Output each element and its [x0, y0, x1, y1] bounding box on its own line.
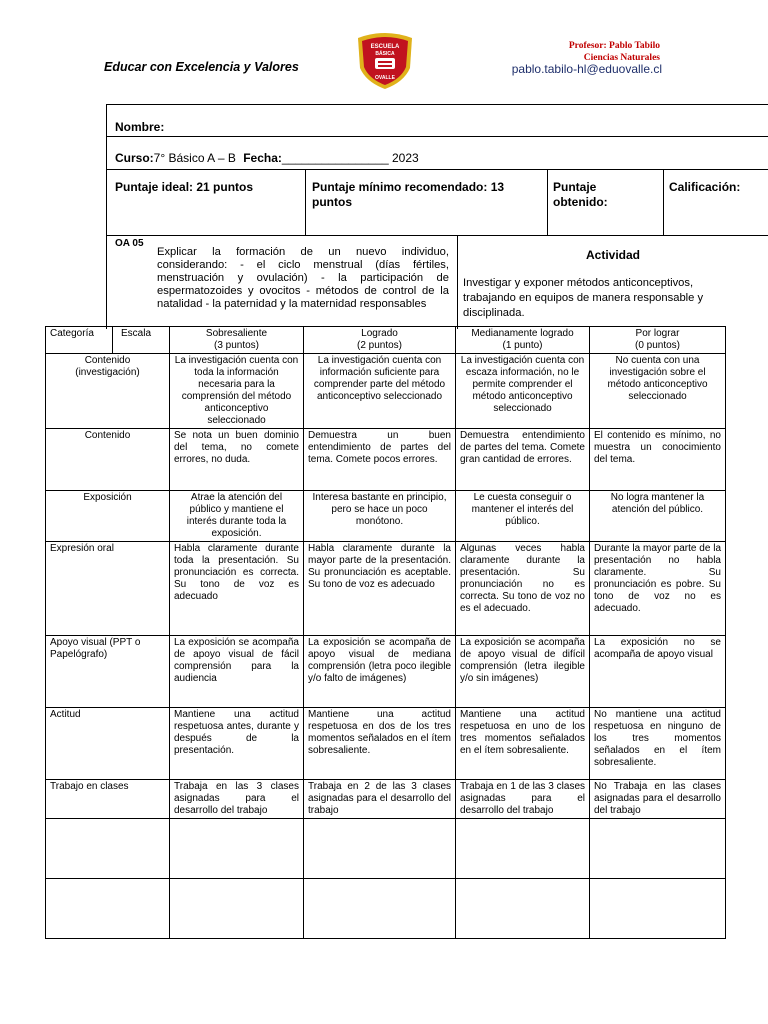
rubric-cell: Algunas veces habla claramente durante la presentación. Su pronunciación no es correcta. Su tono de voz no es el adecuado. [456, 542, 590, 636]
blank-cell [46, 819, 170, 879]
subject-name: Ciencias Naturales [583, 53, 660, 63]
blank-cell [304, 819, 456, 879]
rubric-cell: La exposición se acompaña de apoyo visual de difícil comprensión (letra ilegible y/o sin imágenes) [456, 636, 590, 708]
oa-description: Explicar la formación de un nuevo individuo, considerando: - el ciclo menstrual (días fértiles, menstruación y ovulación) - la participación de espermatozoides y ovocitos - métodos de control de la natalidad - la paternidad y la maternidad responsables [157, 246, 449, 310]
rubric-cell: El contenido es mínimo, no muestra un conocimiento del tema. [590, 429, 726, 491]
rubric-cell: Se nota un buen dominio del tema, no comete errores, no duda. [170, 429, 304, 491]
level-header: Sobresaliente (3 puntos) [170, 327, 304, 354]
header-categoria: Categoría [50, 328, 94, 339]
student-info-box [106, 104, 768, 329]
curso-row [115, 151, 419, 165]
level-header: Logrado (2 puntos) [304, 327, 456, 354]
blank-cell [456, 819, 590, 879]
blank-cell [456, 879, 590, 939]
blank-cell [170, 879, 304, 939]
rubric-row [46, 708, 726, 780]
school-crest-logo [354, 32, 416, 90]
rubric-category: Exposición [46, 491, 170, 542]
rubric-row [46, 780, 726, 819]
rubric-row [46, 542, 726, 636]
rubric-cell: Le cuesta conseguir o mantener el interés del público. [456, 491, 590, 542]
logo-line1: ESCUELA [370, 44, 400, 50]
rubric-cell: La exposición se acompaña de apoyo visual de mediana comprensión (letra poco ilegible y/o falto de imágenes) [304, 636, 456, 708]
objective-section [107, 236, 768, 329]
header-category-scale [46, 327, 170, 354]
blank-cell [46, 879, 170, 939]
rubric-cell: Durante la mayor parte de la presentación no habla claramente. Su pronunciación es pobre. Su tono de voz no es adecuado. [590, 542, 726, 636]
rubric-cell: No cuenta con una investigación sobre el método anticonceptivo seleccionado [590, 354, 726, 429]
rubric-cell: Demuestra un buen entendimiento de partes del tema. Comete pocos errores. [304, 429, 456, 491]
rubric-row [46, 429, 726, 491]
blank-cell [590, 819, 726, 879]
teacher-info [480, 40, 660, 64]
rubric-cell: No mantiene una actitud respetuosa en ninguno de los tres momentos señalados en el ítem sobresaliente. [590, 708, 726, 780]
rubric-header-row [46, 327, 726, 354]
oa-label: OA 05 [115, 238, 144, 249]
blank-cell [304, 879, 456, 939]
rubric-cell: Trabaja en las 3 clases asignadas para el desarrollo del trabajo [170, 780, 304, 819]
header-escala: Escala [121, 328, 152, 339]
puntaje-ideal: Puntaje ideal: 21 puntos [115, 180, 254, 194]
teacher-name: Profesor: Pablo Tabilo [568, 41, 660, 51]
rubric-cell: Mantiene una actitud respetuosa antes, durante y después de la presentación. [170, 708, 304, 780]
nombre-label: Nombre: [115, 120, 165, 134]
fecha-label: Fecha: [243, 151, 282, 165]
logo-line3: OVALLE [375, 75, 395, 81]
activity-description: Investigar y exponer métodos anticonceptivos, trabajando en equipos de manera responsable y disciplinada. [463, 277, 704, 319]
rubric-cell: Habla claramente durante toda la presentación. Su pronunciación es correcta. Su tono de voz es adecuado [170, 542, 304, 636]
rubric-cell: La investigación cuenta con escaza información, no le permite comprender el método anticonceptivo seleccionado [456, 354, 590, 429]
rubric-cell: Habla claramente durante la mayor parte de la presentación. Su pronunciación es aceptable. Su tono de voz es adecuado [304, 542, 456, 636]
puntaje-obtenido: Puntaje obtenido: [553, 180, 608, 209]
rubric-category: Actitud [46, 708, 170, 780]
rubric-cell: Mantiene una actitud respetuosa en uno de los tres momentos señalados en el ítem sobresaliente. [456, 708, 590, 780]
rubric-row [46, 354, 726, 429]
rubric-cell: Trabaja en 1 de las 3 clases asignadas para el desarrollo del trabajo [456, 780, 590, 819]
fecha-value: ________________ 2023 [281, 151, 419, 165]
puntaje-minimo: Puntaje mínimo recomendado: 13 puntos [312, 180, 505, 209]
rubric-table [45, 326, 726, 939]
blank-cell [170, 819, 304, 879]
school-motto: Educar con Excelencia y Valores [104, 60, 299, 74]
level-header: Por lograr (0 puntos) [590, 327, 726, 354]
rubric-cell: Demuestra entendimiento de partes del tema. Comete gran cantidad de errores. [456, 429, 590, 491]
rubric-category: Apoyo visual (PPT o Papelógrafo) [46, 636, 170, 708]
rubric-cell: Interesa bastante en principio, pero se hace un poco monótono. [304, 491, 456, 542]
rubric-cell: Atrae la atención del público y mantiene el interés durante toda la exposición. [170, 491, 304, 542]
rubric-cell: No Trabaja en las clases asignadas para el desarrollo del trabajo [590, 780, 726, 819]
rubric-cell: Trabaja en 2 de las 3 clases asignadas para el desarrollo del trabajo [304, 780, 456, 819]
rubric-category: Trabajo en clases [46, 780, 170, 819]
rubric-cell: No logra mantener la atención del público. [590, 491, 726, 542]
rubric-category: Contenido [46, 429, 170, 491]
rubric-category: Expresión oral [46, 542, 170, 636]
curso-label: Curso: [115, 151, 154, 165]
rubric-cell: La exposición no se acompaña de apoyo visual [590, 636, 726, 708]
curso-value: 7° Básico A – B [153, 151, 236, 165]
level-header: Medianamente logrado (1 punto) [456, 327, 590, 354]
rubric-cell: La exposición se acompaña de apoyo visual de fácil comprensión para la audiencia [170, 636, 304, 708]
rubric-cell: Mantiene una actitud respetuosa en dos de los tres momentos señalados en el ítem sobresaliente. [304, 708, 456, 780]
rubric-row [46, 491, 726, 542]
logo-line2: BÁSICA [375, 51, 395, 57]
rubric-row [46, 636, 726, 708]
calificacion: Calificación: [669, 180, 741, 194]
rubric-category: Contenido (investigación) [46, 354, 170, 429]
teacher-email: pablo.tabilo-hl@eduovalle.cl [511, 62, 662, 76]
blank-row [46, 819, 726, 879]
activity-title: Actividad [585, 248, 640, 262]
rubric-cell: La investigación cuenta con toda la información necesaria para la comprensión del método anticonceptivo seleccionado [170, 354, 304, 429]
rubric-cell: La investigación cuenta con información suficiente para comprender parte del método anticonceptivo seleccionado [304, 354, 456, 429]
blank-row [46, 879, 726, 939]
blank-cell [590, 879, 726, 939]
